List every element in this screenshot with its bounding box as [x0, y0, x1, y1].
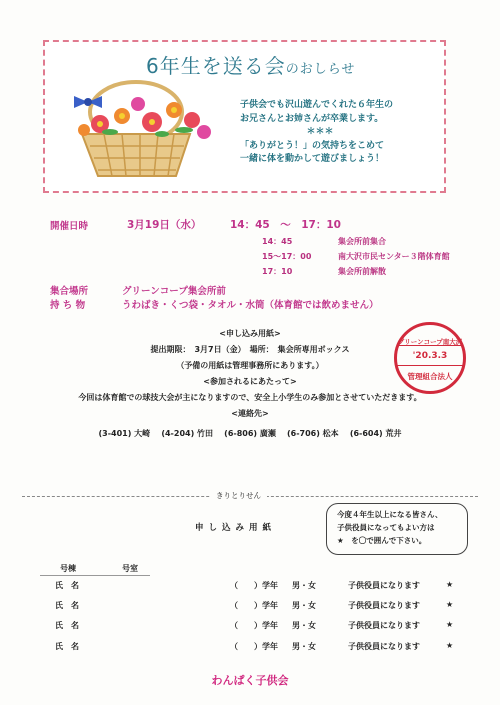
star-icon[interactable]: ★ — [446, 641, 454, 650]
name-label: 氏 名 — [55, 581, 79, 590]
officer-note-bubble: 今度４年生以上になる皆さん、 子供役員になってもよい方は ★ を〇で囲んで下さい。 — [326, 503, 468, 555]
form-title: 申し込み用紙 — [195, 523, 277, 533]
date-label: 開催日時 — [50, 221, 89, 232]
date-value: 3月19日（水） — [127, 219, 202, 231]
schedule-desc-2: 南大沢市民センター３階体育館 — [338, 252, 450, 261]
grade-field[interactable]: （ ）学年 — [230, 601, 278, 610]
schedule-time-3: 17：10 — [262, 267, 293, 276]
time-value: 14：45 ～ 17：10 — [230, 219, 341, 231]
schedule-time-2: 15～17：00 — [262, 252, 312, 261]
room-label: 号室 — [122, 564, 138, 573]
grade-field[interactable]: （ ）学年 — [230, 621, 278, 630]
schedule-desc-1: 集会所前集合 — [338, 237, 386, 246]
form-row — [0, 641, 500, 657]
name-label: 氏 名 — [55, 621, 79, 630]
place-label: 集合場所 — [50, 286, 89, 297]
schedule-time-1: 14：45 — [262, 237, 293, 246]
star-icon[interactable]: ★ — [446, 620, 454, 629]
sex-choice[interactable]: 男・女 — [292, 601, 316, 610]
attention-text: 今回は体育館での球技大会が主になりますので、安全上小学生のみ参加とさせていただきます。 — [78, 393, 422, 402]
sex-choice[interactable]: 男・女 — [292, 642, 316, 651]
organization-name: わんぱく子供会 — [211, 674, 289, 687]
star-icon[interactable]: ★ — [446, 580, 454, 589]
contact-list: (3-401) 大崎 (4-204) 竹田 (6-806) 廣瀬 (6-706) 松本 (6-604) 荒井 — [98, 429, 402, 438]
items-label: 持 ち 物 — [50, 300, 86, 311]
form-row — [0, 620, 500, 636]
grade-field[interactable]: （ ）学年 — [230, 642, 278, 651]
sex-choice[interactable]: 男・女 — [292, 581, 316, 590]
name-label: 氏 名 — [55, 601, 79, 610]
form-row — [0, 580, 500, 596]
approval-stamp: グリーンコープ南大沢 '20.3.3 管理組合法人 — [394, 322, 466, 394]
building-label: 号棟 — [60, 564, 76, 573]
officer-text: 子供役員になります — [348, 642, 420, 651]
address-underline — [40, 575, 150, 576]
application-heading: <申し込み用紙> — [219, 329, 281, 338]
name-label: 氏 名 — [55, 642, 79, 651]
place-value: グリーンコープ集会所前 — [122, 286, 226, 297]
attention-heading: <参加されるにあたって> — [203, 377, 297, 386]
officer-text: 子供役員になります — [348, 581, 420, 590]
sex-choice[interactable]: 男・女 — [292, 621, 316, 630]
spare-form-note: （予備の用紙は管理事務所にあります。） — [176, 361, 324, 370]
contact-heading: <連絡先> — [231, 409, 269, 418]
flower-basket-icon — [64, 72, 224, 182]
grade-field[interactable]: （ ）学年 — [230, 581, 278, 590]
cut-line-label: きりとりせん — [210, 490, 267, 501]
officer-text: 子供役員になります — [348, 601, 420, 610]
intro-text: 子供会でも沢山遊んでくれた６年生の お兄さんとお姉さんが卒業します。 ＊＊＊ 「ありがとう！」の気持ちをこめて 一緒に体を動かして遊びましょう！ — [240, 100, 394, 164]
star-icon[interactable]: ★ — [446, 600, 454, 609]
form-row — [0, 600, 500, 616]
items-value: うわばき・くつ袋・タオル・水筒（体育館では飲めません） — [122, 300, 379, 311]
deadline-text: 提出期限： 3月7日（金） 場所： 集会所専用ボックス — [150, 345, 350, 354]
page-title: 6年生を送る会のおしらせ — [146, 54, 356, 78]
officer-text: 子供役員になります — [348, 621, 420, 630]
schedule-desc-3: 集会所前解散 — [338, 267, 386, 276]
